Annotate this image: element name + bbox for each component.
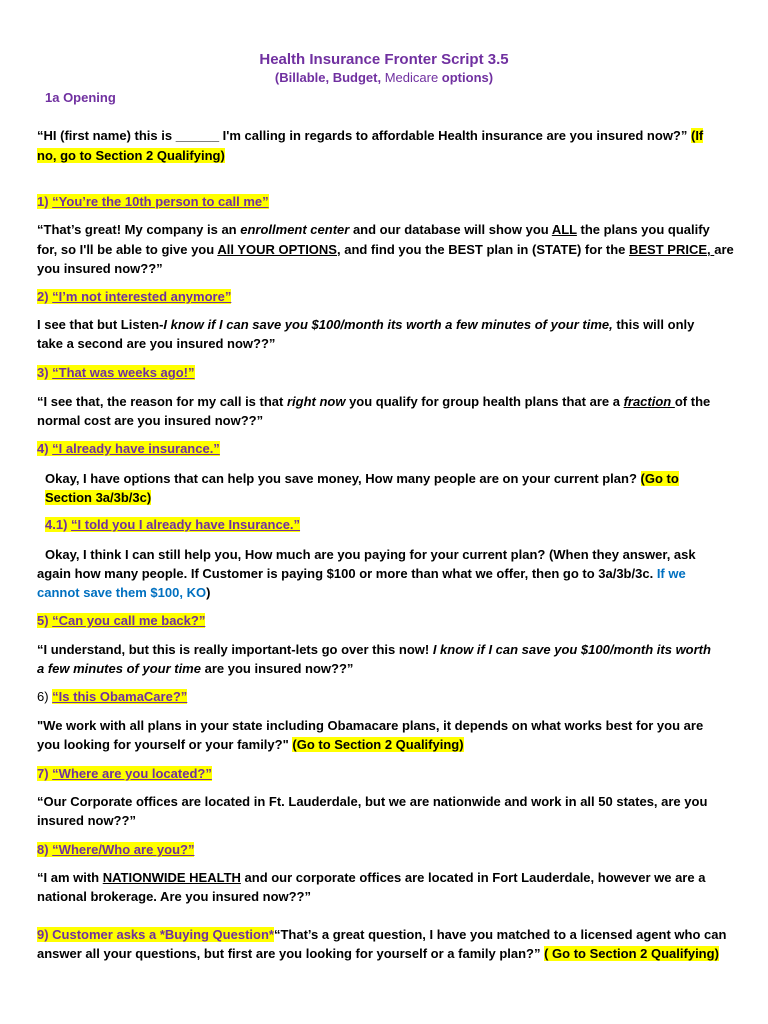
- rebuttal-9-line-1: [37, 925, 733, 945]
- rebuttal-5-heading: [37, 611, 733, 631]
- rebuttal-question: “I told you I already have Insurance.”: [71, 517, 301, 532]
- text: are you insured now??”: [200, 661, 354, 676]
- text: I see that but Listen-: [37, 317, 164, 332]
- text: Okay, I have options that can help you save money, How many people are on your current plan?: [45, 471, 641, 486]
- subtitle-close: options): [438, 70, 494, 85]
- rebuttal-3-line-2: normal cost are you insured now??”: [37, 413, 264, 428]
- opening-instruction: (If: [690, 128, 704, 143]
- rebuttal-3-line-1: [37, 392, 733, 412]
- rebuttal-5-line-2: [37, 659, 733, 679]
- text: “I see that, the reason for my call is that: [37, 394, 287, 409]
- text-italic: a few minutes of your time: [37, 661, 201, 676]
- text-italic: enrollment center: [240, 222, 350, 237]
- rebuttal-6-heading: [37, 687, 733, 707]
- text-underline: BEST PRICE,: [629, 242, 715, 257]
- opening-text: “HI (first name) this is ______ I'm calling in regards to affordable Health insurance are you insured now?”: [37, 128, 691, 143]
- rebuttal-4-1-heading: [45, 515, 733, 535]
- text-italic: I know if I can save you $100/month its worth: [432, 642, 711, 657]
- document-subtitle: [0, 70, 768, 86]
- rebuttal-question: “I’m not interested anymore”: [52, 289, 232, 304]
- text: and our database will show you: [349, 222, 552, 237]
- rebuttal-8-line-1: [37, 868, 733, 888]
- text: “That’s great! My company is an: [37, 222, 241, 237]
- text-underline: ALL: [551, 222, 577, 237]
- text: “I am with: [37, 870, 103, 885]
- rebuttal-2-line-2: take a second are you insured now??”: [37, 336, 276, 351]
- rebuttal-9-line-2: [37, 944, 733, 964]
- subtitle-open: (Billable, Budget,: [274, 70, 385, 85]
- rebuttal-num: 2): [37, 289, 53, 304]
- rebuttal-num: 8): [37, 842, 53, 857]
- rebuttal-1-line-3: you insured now??”: [37, 261, 163, 276]
- rebuttal-3-heading: [37, 363, 733, 383]
- text: again how many people. If Customer is paying $100 or more than what we offer, then go to 3a/3b/3c.: [37, 566, 657, 581]
- rebuttal-4-1-line-3: [37, 583, 733, 603]
- rebuttal-num: 5): [37, 613, 53, 628]
- rebuttal-7-line-2: insured now??”: [37, 813, 136, 828]
- rebuttal-4-line-2: [45, 488, 733, 508]
- instruction: ( Go to Section 2 Qualifying): [544, 946, 719, 961]
- rebuttal-2-heading: [37, 287, 733, 307]
- rebuttal-1-heading: [37, 192, 733, 212]
- text-italic: I know if I can save you $100/month its worth a few minutes of your time,: [163, 317, 613, 332]
- document-title: Health Insurance Fronter Script 3.5: [259, 51, 509, 68]
- rebuttal-4-1-line-1: Okay, I think I can still help you, How much are you paying for your current plan? (When they answer, ask: [45, 547, 696, 562]
- rebuttal-num: 7): [37, 766, 53, 781]
- rebuttal-4-1-line-2: [37, 564, 733, 584]
- text: , and find you the BEST plan in (STATE) for the: [336, 242, 629, 257]
- rebuttal-8-heading: [37, 840, 733, 860]
- rebuttal-num: 4): [37, 441, 53, 456]
- text: for, so I'll be able to give you: [37, 242, 218, 257]
- text: this will only: [612, 317, 695, 332]
- rebuttal-7-heading: [37, 764, 733, 784]
- rebuttal-1-line-2: [37, 240, 733, 260]
- rebuttal-5-line-1: [37, 640, 733, 660]
- instruction: (Go to: [640, 471, 679, 486]
- rebuttal-8-line-2: national brokerage. Are you insured now??”: [37, 889, 312, 904]
- instruction: (Go to Section 2 Qualifying): [292, 737, 464, 752]
- text: you qualify for group health plans that are a: [345, 394, 624, 409]
- company-name: NATIONWIDE HEALTH: [102, 870, 241, 885]
- rebuttal-6-line-2: [37, 735, 733, 755]
- rebuttal-6-line-1: "We work with all plans in your state including Obamacare plans, it depends on what works best for you are: [37, 718, 704, 733]
- subtitle-medicare: Medicare: [384, 70, 439, 85]
- rebuttal-1-line-1: [37, 220, 733, 240]
- rebuttal-2-line-1: [37, 315, 733, 335]
- rebuttal-4-line-1: [45, 469, 733, 489]
- rebuttal-question: “You’re the 10th person to call me”: [52, 194, 269, 209]
- text: you looking for yourself or your family?": [37, 737, 293, 752]
- text: answer all your questions, but first are you looking for yourself or a family plan?”: [37, 946, 545, 961]
- rebuttal-question: “Can you call me back?”: [52, 613, 206, 628]
- text: of the: [674, 394, 711, 409]
- text: are: [714, 242, 734, 257]
- opening-instruction-cont: no, go to Section 2 Qualifying): [37, 148, 225, 163]
- instruction: Section 3a/3b/3c): [45, 490, 152, 505]
- rebuttal-question: “That was weeks ago!”: [52, 365, 195, 380]
- text-italic: right now: [286, 394, 346, 409]
- text-blue: If we: [656, 566, 686, 581]
- rebuttal-question: “Is this ObamaCare?”: [52, 689, 188, 704]
- rebuttal-question: “Where/Who are you?”: [52, 842, 195, 857]
- text: “That’s a great question, I have you matched to a licensed agent who can: [273, 927, 727, 942]
- opening-line-1: [37, 126, 733, 146]
- rebuttal-num: 6): [37, 689, 53, 704]
- text-blue: cannot save them $100, KO: [37, 585, 207, 600]
- rebuttal-num: 1): [37, 194, 53, 209]
- text: “I understand, but this is really important-lets go over this now!: [37, 642, 433, 657]
- opening-line-2: [37, 146, 733, 166]
- rebuttal-question: “Where are you located?”: [52, 766, 212, 781]
- text-underline: All YOUR OPTIONS: [217, 242, 337, 257]
- rebuttal-question: 9) Customer asks a *Buying Question*: [37, 927, 274, 942]
- text: ): [206, 585, 211, 600]
- rebuttal-7-line-1: “Our Corporate offices are located in Ft. Lauderdale, but we are nationwide and work in all 50 states, are you: [37, 794, 708, 809]
- rebuttal-num: 3): [37, 365, 53, 380]
- text-italic-underline: fraction: [623, 394, 675, 409]
- text: and our corporate offices are located in Fort Lauderdale, however we are a: [240, 870, 706, 885]
- rebuttal-num: 4.1): [45, 517, 72, 532]
- text: the plans you qualify: [576, 222, 710, 237]
- rebuttal-4-heading: [37, 439, 733, 459]
- rebuttal-question: “I already have insurance.”: [52, 441, 220, 456]
- section-opening-label: 1a Opening: [45, 90, 116, 105]
